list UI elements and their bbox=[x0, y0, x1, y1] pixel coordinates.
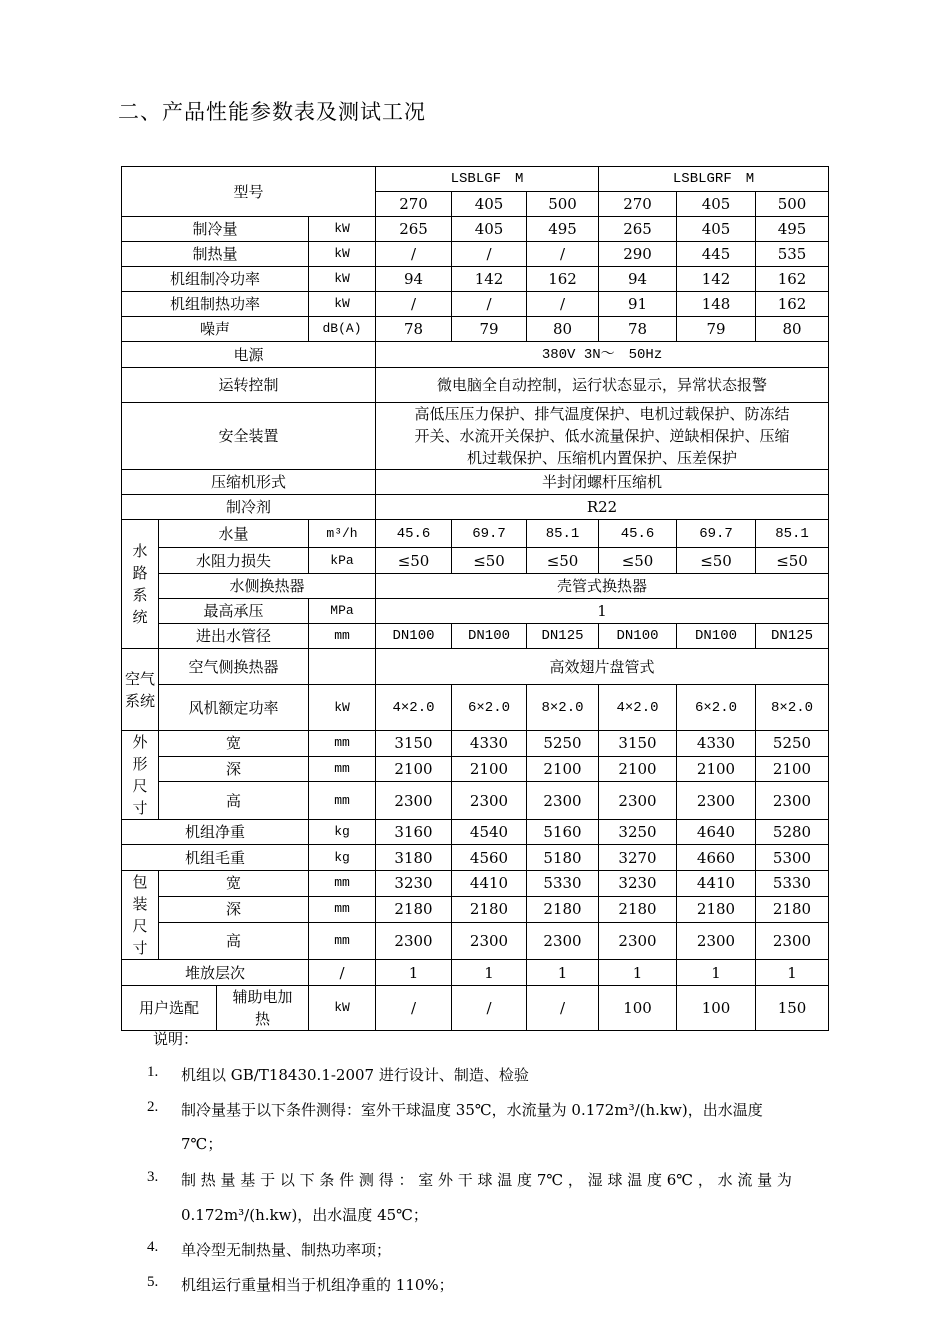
value-cell: 85.1 bbox=[756, 520, 829, 548]
group-label-line: 系统 bbox=[124, 691, 155, 710]
value-cell: 79 bbox=[677, 317, 756, 342]
row-label: 机组制冷功率 bbox=[122, 267, 309, 292]
row-pack-height bbox=[122, 923, 829, 960]
row-pipe bbox=[122, 624, 829, 649]
row-label: 机组制热功率 bbox=[122, 292, 309, 317]
value-cell: 1 bbox=[376, 960, 452, 986]
value-cell: 3150 bbox=[376, 731, 452, 757]
value-cell: 4560 bbox=[452, 845, 527, 871]
row-water-resistance bbox=[122, 548, 829, 574]
value-cell: 495 bbox=[527, 217, 599, 242]
value-cell: / bbox=[376, 242, 452, 267]
value-cell: 3250 bbox=[599, 820, 677, 845]
value-cell: 4330 bbox=[677, 731, 756, 757]
safety-value bbox=[376, 403, 829, 470]
note-number: 4. bbox=[147, 1239, 159, 1255]
group-label-char: 统 bbox=[132, 608, 148, 626]
row-label: 制冷量 bbox=[122, 217, 309, 242]
value-cell: 2100 bbox=[376, 756, 452, 782]
group-label-char: 外 bbox=[132, 733, 148, 751]
value-cell: 445 bbox=[677, 242, 756, 267]
value-cell: 5180 bbox=[527, 845, 599, 871]
row-label: 深 bbox=[159, 896, 309, 923]
unit-cell: mm bbox=[309, 756, 376, 782]
row-water-exchanger bbox=[122, 574, 829, 599]
group-label-char: 包 bbox=[132, 873, 148, 891]
row-label: 空气侧换热器 bbox=[159, 649, 309, 685]
value-cell: 78 bbox=[376, 317, 452, 342]
unit-cell: kW bbox=[309, 217, 376, 242]
value-cell: 69.7 bbox=[677, 520, 756, 548]
value-cell: 2180 bbox=[452, 896, 527, 923]
group-label-char: 尺 bbox=[132, 777, 148, 795]
row-pack-width bbox=[122, 871, 829, 897]
value-cell: 4330 bbox=[452, 731, 527, 757]
row-label: 宽 bbox=[159, 871, 309, 897]
value-cell: 8×2.0 bbox=[527, 685, 599, 731]
row-refrigerant bbox=[122, 495, 829, 520]
value-cell: 1 bbox=[527, 960, 599, 986]
model-group-2: LSBLGRF M bbox=[599, 167, 829, 192]
group-label-char: 尺 bbox=[132, 917, 148, 935]
unit-cell: kPa bbox=[309, 548, 376, 574]
unit-cell: mm bbox=[309, 896, 376, 923]
value-cell: 45.6 bbox=[599, 520, 677, 548]
note-text: 制 热 量 基 于 以 下 条 件 测 得 ： 室 外 干 球 温 度 7℃ ， 湿 球 温 度 6℃ ， 水 流 量 为 bbox=[181, 1171, 792, 1189]
row-cool-power bbox=[122, 267, 829, 292]
packing-group-label bbox=[122, 871, 159, 960]
value-cell: 2300 bbox=[452, 782, 527, 820]
value-cell: 5330 bbox=[527, 871, 599, 897]
spec-table bbox=[121, 166, 829, 1031]
value-cell: 94 bbox=[376, 267, 452, 292]
row-label: 最高承压 bbox=[159, 599, 309, 624]
page-heading: 二、产品性能参数表及测试工况 bbox=[118, 100, 426, 124]
row-label: 安全装置 bbox=[122, 403, 376, 470]
water-system-group-label bbox=[122, 520, 159, 649]
row-label: 用户选配 bbox=[122, 986, 217, 1031]
note-text-continued: 7℃； bbox=[181, 1135, 223, 1153]
value-cell: ≤50 bbox=[677, 548, 756, 574]
value-cell: 150 bbox=[756, 986, 829, 1031]
value-cell: 405 bbox=[452, 217, 527, 242]
value-cell: 3160 bbox=[376, 820, 452, 845]
unit-cell: mm bbox=[309, 871, 376, 897]
value-cell: DN100 bbox=[599, 624, 677, 649]
row-dim-height bbox=[122, 782, 829, 820]
note-number: 2. bbox=[147, 1099, 159, 1115]
value-cell: 2300 bbox=[677, 923, 756, 960]
value-cell: 2300 bbox=[756, 782, 829, 820]
row-label: 高 bbox=[159, 923, 309, 960]
row-label: 高 bbox=[159, 782, 309, 820]
value-cell: 142 bbox=[452, 267, 527, 292]
row-safety bbox=[122, 403, 829, 470]
value-cell: 3230 bbox=[376, 871, 452, 897]
value-cell: DN100 bbox=[677, 624, 756, 649]
row-label: 堆放层次 bbox=[122, 960, 309, 986]
row-label: 机组毛重 bbox=[122, 845, 309, 871]
value-cell: 80 bbox=[756, 317, 829, 342]
row-label: 机组净重 bbox=[122, 820, 309, 845]
note-number: 5. bbox=[147, 1274, 159, 1290]
value-cell: 94 bbox=[599, 267, 677, 292]
note-text: 机组以 GB/T18430.1-2007 进行设计、制造、检验 bbox=[181, 1066, 529, 1084]
group-label-char: 水 bbox=[132, 542, 148, 560]
unit-cell: mm bbox=[309, 731, 376, 757]
value-cell: 5280 bbox=[756, 820, 829, 845]
unit-cell: kg bbox=[309, 845, 376, 871]
row-label: 进出水管径 bbox=[159, 624, 309, 649]
value-cell: / bbox=[527, 292, 599, 317]
row-water-flow bbox=[122, 520, 829, 548]
value-cell: 162 bbox=[756, 267, 829, 292]
value-cell: 80 bbox=[527, 317, 599, 342]
row-label: 水量 bbox=[159, 520, 309, 548]
safety-line: 开关、水流开关保护、低水流量保护、逆缺相保护、压缩 bbox=[414, 427, 790, 445]
value-cell: ≤50 bbox=[756, 548, 829, 574]
group-label-char: 系 bbox=[132, 586, 148, 604]
value-cell: 142 bbox=[677, 267, 756, 292]
value-cell: 3270 bbox=[599, 845, 677, 871]
row-dim-depth bbox=[122, 756, 829, 782]
span-value: 高效翅片盘管式 bbox=[376, 649, 829, 685]
value-cell: 2180 bbox=[527, 896, 599, 923]
value-cell: 100 bbox=[677, 986, 756, 1031]
unit-cell: kW bbox=[309, 986, 376, 1031]
unit-cell: kW bbox=[309, 267, 376, 292]
value-cell: 4660 bbox=[677, 845, 756, 871]
unit-cell: mm bbox=[309, 624, 376, 649]
row-cooling bbox=[122, 217, 829, 242]
value-cell: 2100 bbox=[527, 756, 599, 782]
span-value: 1 bbox=[376, 599, 829, 624]
row-fan-power bbox=[122, 685, 829, 731]
unit-cell: / bbox=[309, 960, 376, 986]
value-cell: 3230 bbox=[599, 871, 677, 897]
unit-cell: mm bbox=[309, 923, 376, 960]
value-cell: 2180 bbox=[599, 896, 677, 923]
value-cell: ≤50 bbox=[527, 548, 599, 574]
value-cell: DN125 bbox=[527, 624, 599, 649]
model-group-1: LSBLGF M bbox=[376, 167, 599, 192]
row-label: 风机额定功率 bbox=[159, 685, 309, 731]
value-cell: / bbox=[527, 242, 599, 267]
air-system-group-label bbox=[122, 649, 159, 731]
value-cell: 2300 bbox=[756, 923, 829, 960]
row-max-pressure bbox=[122, 599, 829, 624]
value-cell: 1 bbox=[756, 960, 829, 986]
value-cell: 5300 bbox=[756, 845, 829, 871]
size-cell: 500 bbox=[756, 192, 829, 217]
row-heating bbox=[122, 242, 829, 267]
value-cell: / bbox=[452, 242, 527, 267]
value-cell: ≤50 bbox=[452, 548, 527, 574]
row-label: 水侧换热器 bbox=[159, 574, 376, 599]
group-label-char: 装 bbox=[132, 895, 148, 913]
row-label: 制热量 bbox=[122, 242, 309, 267]
value-cell: 4×2.0 bbox=[376, 685, 452, 731]
sub-label bbox=[217, 986, 309, 1031]
row-heat-power bbox=[122, 292, 829, 317]
unit-cell: MPa bbox=[309, 599, 376, 624]
value-cell: 162 bbox=[756, 292, 829, 317]
value-cell: 6×2.0 bbox=[452, 685, 527, 731]
group-label-char: 寸 bbox=[132, 799, 148, 817]
value-cell: 2180 bbox=[756, 896, 829, 923]
value-cell: 495 bbox=[756, 217, 829, 242]
unit-cell: dB(A) bbox=[309, 317, 376, 342]
value-cell: DN100 bbox=[452, 624, 527, 649]
value-cell: 2300 bbox=[599, 782, 677, 820]
value-cell: 2300 bbox=[376, 923, 452, 960]
note-text: 机组运行重量相当于机组净重的 110%； bbox=[181, 1276, 454, 1294]
value-cell: 148 bbox=[677, 292, 756, 317]
value-cell: / bbox=[527, 986, 599, 1031]
value-cell: 5330 bbox=[756, 871, 829, 897]
row-pack-depth bbox=[122, 896, 829, 923]
unit-cell bbox=[309, 649, 376, 685]
span-value: 壳管式换热器 bbox=[376, 574, 829, 599]
size-cell: 270 bbox=[376, 192, 452, 217]
value-cell: / bbox=[376, 986, 452, 1031]
value-cell: 69.7 bbox=[452, 520, 527, 548]
group-label-char: 路 bbox=[132, 564, 148, 582]
value-cell: 45.6 bbox=[376, 520, 452, 548]
unit-cell: kg bbox=[309, 820, 376, 845]
row-options bbox=[122, 986, 829, 1031]
value-cell: 2100 bbox=[452, 756, 527, 782]
value-cell: 1 bbox=[677, 960, 756, 986]
sub-label-line: 辅助电加 bbox=[232, 988, 293, 1006]
group-label-char: 寸 bbox=[132, 939, 148, 957]
sub-label-line: 热 bbox=[254, 1010, 270, 1028]
value-cell: DN100 bbox=[376, 624, 452, 649]
row-label: 压缩机形式 bbox=[122, 470, 376, 495]
row-air-exchanger bbox=[122, 649, 829, 685]
row-label: 宽 bbox=[159, 731, 309, 757]
value-cell: 5250 bbox=[527, 731, 599, 757]
value-cell: 162 bbox=[527, 267, 599, 292]
size-cell: 500 bbox=[527, 192, 599, 217]
unit-cell: kW bbox=[309, 242, 376, 267]
safety-line: 高低压压力保护、排气温度保护、电机过载保护、防冻结 bbox=[414, 405, 790, 423]
value-cell: 265 bbox=[599, 217, 677, 242]
value-cell: 6×2.0 bbox=[677, 685, 756, 731]
value-cell: 405 bbox=[677, 217, 756, 242]
value-cell: 4410 bbox=[677, 871, 756, 897]
row-noise bbox=[122, 317, 829, 342]
span-value: 380V 3N～ 50Hz bbox=[376, 342, 829, 368]
value-cell: 5250 bbox=[756, 731, 829, 757]
note-text-continued: 0.172m³/(h.kw)，出水温度 45℃； bbox=[181, 1206, 428, 1224]
size-cell: 405 bbox=[677, 192, 756, 217]
value-cell: 2100 bbox=[677, 756, 756, 782]
value-cell: / bbox=[452, 986, 527, 1031]
unit-cell: kW bbox=[309, 685, 376, 731]
value-cell: 5160 bbox=[527, 820, 599, 845]
value-cell: ≤50 bbox=[376, 548, 452, 574]
row-label: 深 bbox=[159, 756, 309, 782]
value-cell: 1 bbox=[452, 960, 527, 986]
value-cell: DN125 bbox=[756, 624, 829, 649]
value-cell: 2300 bbox=[677, 782, 756, 820]
value-cell: 91 bbox=[599, 292, 677, 317]
note-number: 1. bbox=[147, 1064, 159, 1080]
row-compressor bbox=[122, 470, 829, 495]
note-text: 制冷量基于以下条件测得：室外干球温度 35℃，水流量为 0.172m³/(h.kw)，出水温度 bbox=[181, 1101, 763, 1119]
value-cell: 290 bbox=[599, 242, 677, 267]
value-cell: 1 bbox=[599, 960, 677, 986]
model-label: 型号 bbox=[122, 167, 376, 217]
row-gross-weight bbox=[122, 845, 829, 871]
value-cell: 78 bbox=[599, 317, 677, 342]
size-cell: 405 bbox=[452, 192, 527, 217]
value-cell: 4540 bbox=[452, 820, 527, 845]
size-cell: 270 bbox=[599, 192, 677, 217]
unit-cell: kW bbox=[309, 292, 376, 317]
dimensions-group-label bbox=[122, 731, 159, 820]
span-value: R22 bbox=[376, 495, 829, 520]
row-stacking bbox=[122, 960, 829, 986]
row-label: 制冷剂 bbox=[122, 495, 376, 520]
group-label-line: 空气 bbox=[124, 669, 155, 688]
value-cell: / bbox=[376, 292, 452, 317]
value-cell: 2300 bbox=[527, 923, 599, 960]
value-cell: 535 bbox=[756, 242, 829, 267]
row-control bbox=[122, 368, 829, 403]
value-cell: 4410 bbox=[452, 871, 527, 897]
span-value: 微电脑全自动控制，运行状态显示，异常状态报警 bbox=[376, 368, 829, 403]
row-dim-width bbox=[122, 731, 829, 757]
row-label: 水阻力损失 bbox=[159, 548, 309, 574]
value-cell: 2180 bbox=[376, 896, 452, 923]
span-value: 半封闭螺杆压缩机 bbox=[376, 470, 829, 495]
note-number: 3. bbox=[147, 1169, 159, 1185]
row-label: 电源 bbox=[122, 342, 376, 368]
value-cell: 2180 bbox=[677, 896, 756, 923]
value-cell: / bbox=[452, 292, 527, 317]
value-cell: 100 bbox=[599, 986, 677, 1031]
safety-line: 机过载保护、压缩机内置保护、压差保护 bbox=[467, 449, 738, 467]
value-cell: 2300 bbox=[527, 782, 599, 820]
value-cell: 85.1 bbox=[527, 520, 599, 548]
value-cell: 2300 bbox=[599, 923, 677, 960]
group-label-char: 形 bbox=[132, 755, 148, 773]
row-net-weight bbox=[122, 820, 829, 845]
value-cell: 2300 bbox=[376, 782, 452, 820]
unit-cell: m³/h bbox=[309, 520, 376, 548]
value-cell: 2100 bbox=[599, 756, 677, 782]
row-power-supply bbox=[122, 342, 829, 368]
value-cell: 79 bbox=[452, 317, 527, 342]
value-cell: 2300 bbox=[452, 923, 527, 960]
value-cell: 2100 bbox=[756, 756, 829, 782]
value-cell: ≤50 bbox=[599, 548, 677, 574]
value-cell: 3150 bbox=[599, 731, 677, 757]
row-label: 运转控制 bbox=[122, 368, 376, 403]
note-text: 单冷型无制热量、制热功率项； bbox=[181, 1241, 392, 1259]
value-cell: 4640 bbox=[677, 820, 756, 845]
value-cell: 4×2.0 bbox=[599, 685, 677, 731]
unit-cell: mm bbox=[309, 782, 376, 820]
value-cell: 3180 bbox=[376, 845, 452, 871]
row-label: 噪声 bbox=[122, 317, 309, 342]
value-cell: 8×2.0 bbox=[756, 685, 829, 731]
notes-title: 说明： bbox=[153, 1030, 199, 1048]
value-cell: 265 bbox=[376, 217, 452, 242]
